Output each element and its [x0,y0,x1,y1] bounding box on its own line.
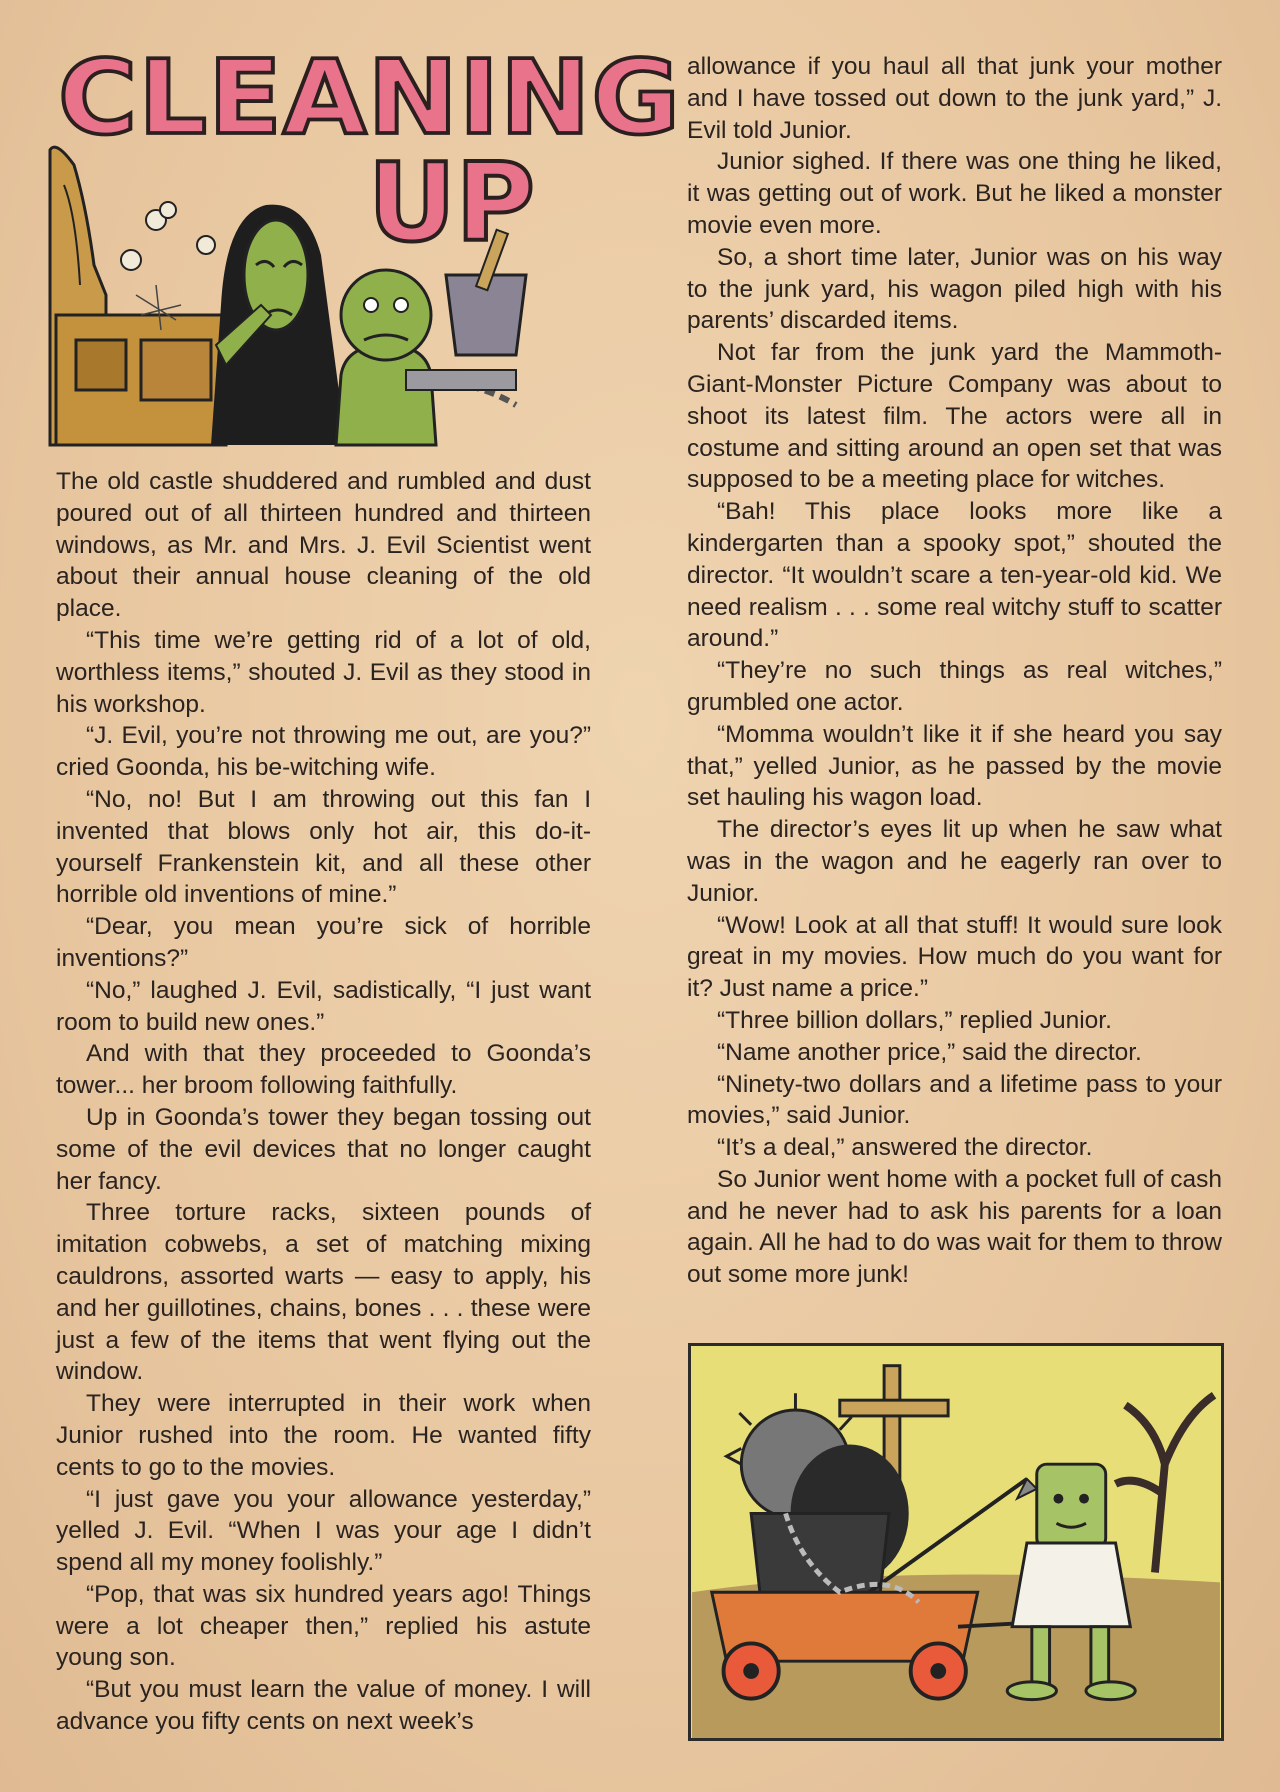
title-line-2: UP [368,141,535,266]
paragraph: “Three billion dollars,” replied Junior. [717,1006,1112,1034]
paragraph: “J. Evil, you’re not throwing me out, are you?” cried Goonda, his be-witching wife. [56,722,591,782]
paragraph: So Junior went home with a pocket full of cash and he never had to ask his parents for a loan again. All he had to do was wait for them to throw out some more junk! [687,1165,1222,1289]
paragraph: “Bah! This place looks more like a kindergarten than a spooky spot,” shouted the director. “It wouldn’t scare a ten-year-old kid. We need realism . . . some real witchy stuff to scatter around.” [687,498,1222,653]
paragraph: “Ninety-two dollars and a lifetime pass to your movies,” said Junior. [687,1070,1222,1130]
paragraph: “It’s a deal,” answered the director. [717,1134,1093,1162]
paragraph: “Name another price,” said the director. [717,1038,1142,1066]
paragraph: So, a short time later, Junior was on his way to the junk yard, his wagon piled high with his parents’ discarded items. [687,243,1222,335]
paragraph: “Wow! Look at all that stuff! It would sure look great in my movies. How much do you want for it? Just name a price.” [687,911,1222,1003]
paragraph: Up in Goonda’s tower they began tossing out some of the evil devices that no longer caught her fancy. [56,1103,591,1195]
paragraph: “This time we’re getting rid of a lot of old, worthless items,” shouted J. Evil as they stood in his workshop. [56,626,591,718]
paragraph: “No, no! But I am throwing out this fan I invented that blows only hot air, this do-it-yourself Frankenstein kit, and all these other horrible old inventions of mine.” [56,785,591,909]
left-text-column [56,466,591,1738]
paragraph: The old castle shuddered and rumbled and dust poured out of all thirteen hundred and thirteen windows, as Mr. and Mrs. J. Evil Scientist went about their annual house cleaning of the old place. [56,468,591,623]
paragraph: “They’re no such things as real witches,” grumbled one actor. [687,657,1222,716]
paragraph: The director’s eyes lit up when he saw what was in the wagon and he eagerly ran over to Junior. [687,816,1222,907]
paragraph: “Dear, you mean you’re sick of horrible inventions?” [56,913,591,972]
title-line-1: CLEANING [58,39,682,158]
paragraph: Not far from the junk yard the Mammoth-Giant-Monster Picture Company was about to shoot its latest film. The actors were all in costume and sitting around an open set that was supposed to be a meeting place for witches. [687,339,1222,494]
story-title [58,39,682,266]
paragraph: And with that they proceeded to Goonda’s tower... her broom following faithfully. [56,1040,591,1100]
paragraph: “I just gave you your allowance yesterday,” yelled J. Evil. “When I was your age I didn’t spend all my money foolishly.” [56,1485,591,1577]
right-text-column [687,51,1222,1291]
paragraph: They were interrupted in their work when Junior rushed into the room. He wanted fifty cents to go to the movies. [56,1390,591,1481]
paragraph: “No,” laughed J. Evil, sadistically, “I just want room to build new ones.” [56,976,591,1036]
paragraph: Three torture racks, sixteen pounds of imitation cobwebs, a set of matching mixing cauldrons, assorted warts — easy to apply, his and her guillotines, chains, bones . . . these were just a few of the items that went flying out the window. [56,1199,591,1386]
paragraph: “Pop, that was six hundred years ago! Things were a lot cheaper then,” replied his astute young son. [56,1580,591,1672]
paragraph-continued: allowance if you haul all that junk your mother and I have tossed out down to the junk yard,” J. Evil told Junior. [687,53,1222,144]
junior-wagon-illustration [688,1343,1224,1741]
paragraph: “Momma wouldn’t like it if she heard you say that,” yelled Junior, as he passed by the movie set hauling his wagon load. [687,720,1222,812]
paragraph: Junior sighed. If there was one thing he liked, it was getting out of work. But he liked a monster movie even more. [687,148,1222,239]
paragraph: “But you must learn the value of money. I will advance you fifty cents on next week’s [56,1676,591,1736]
